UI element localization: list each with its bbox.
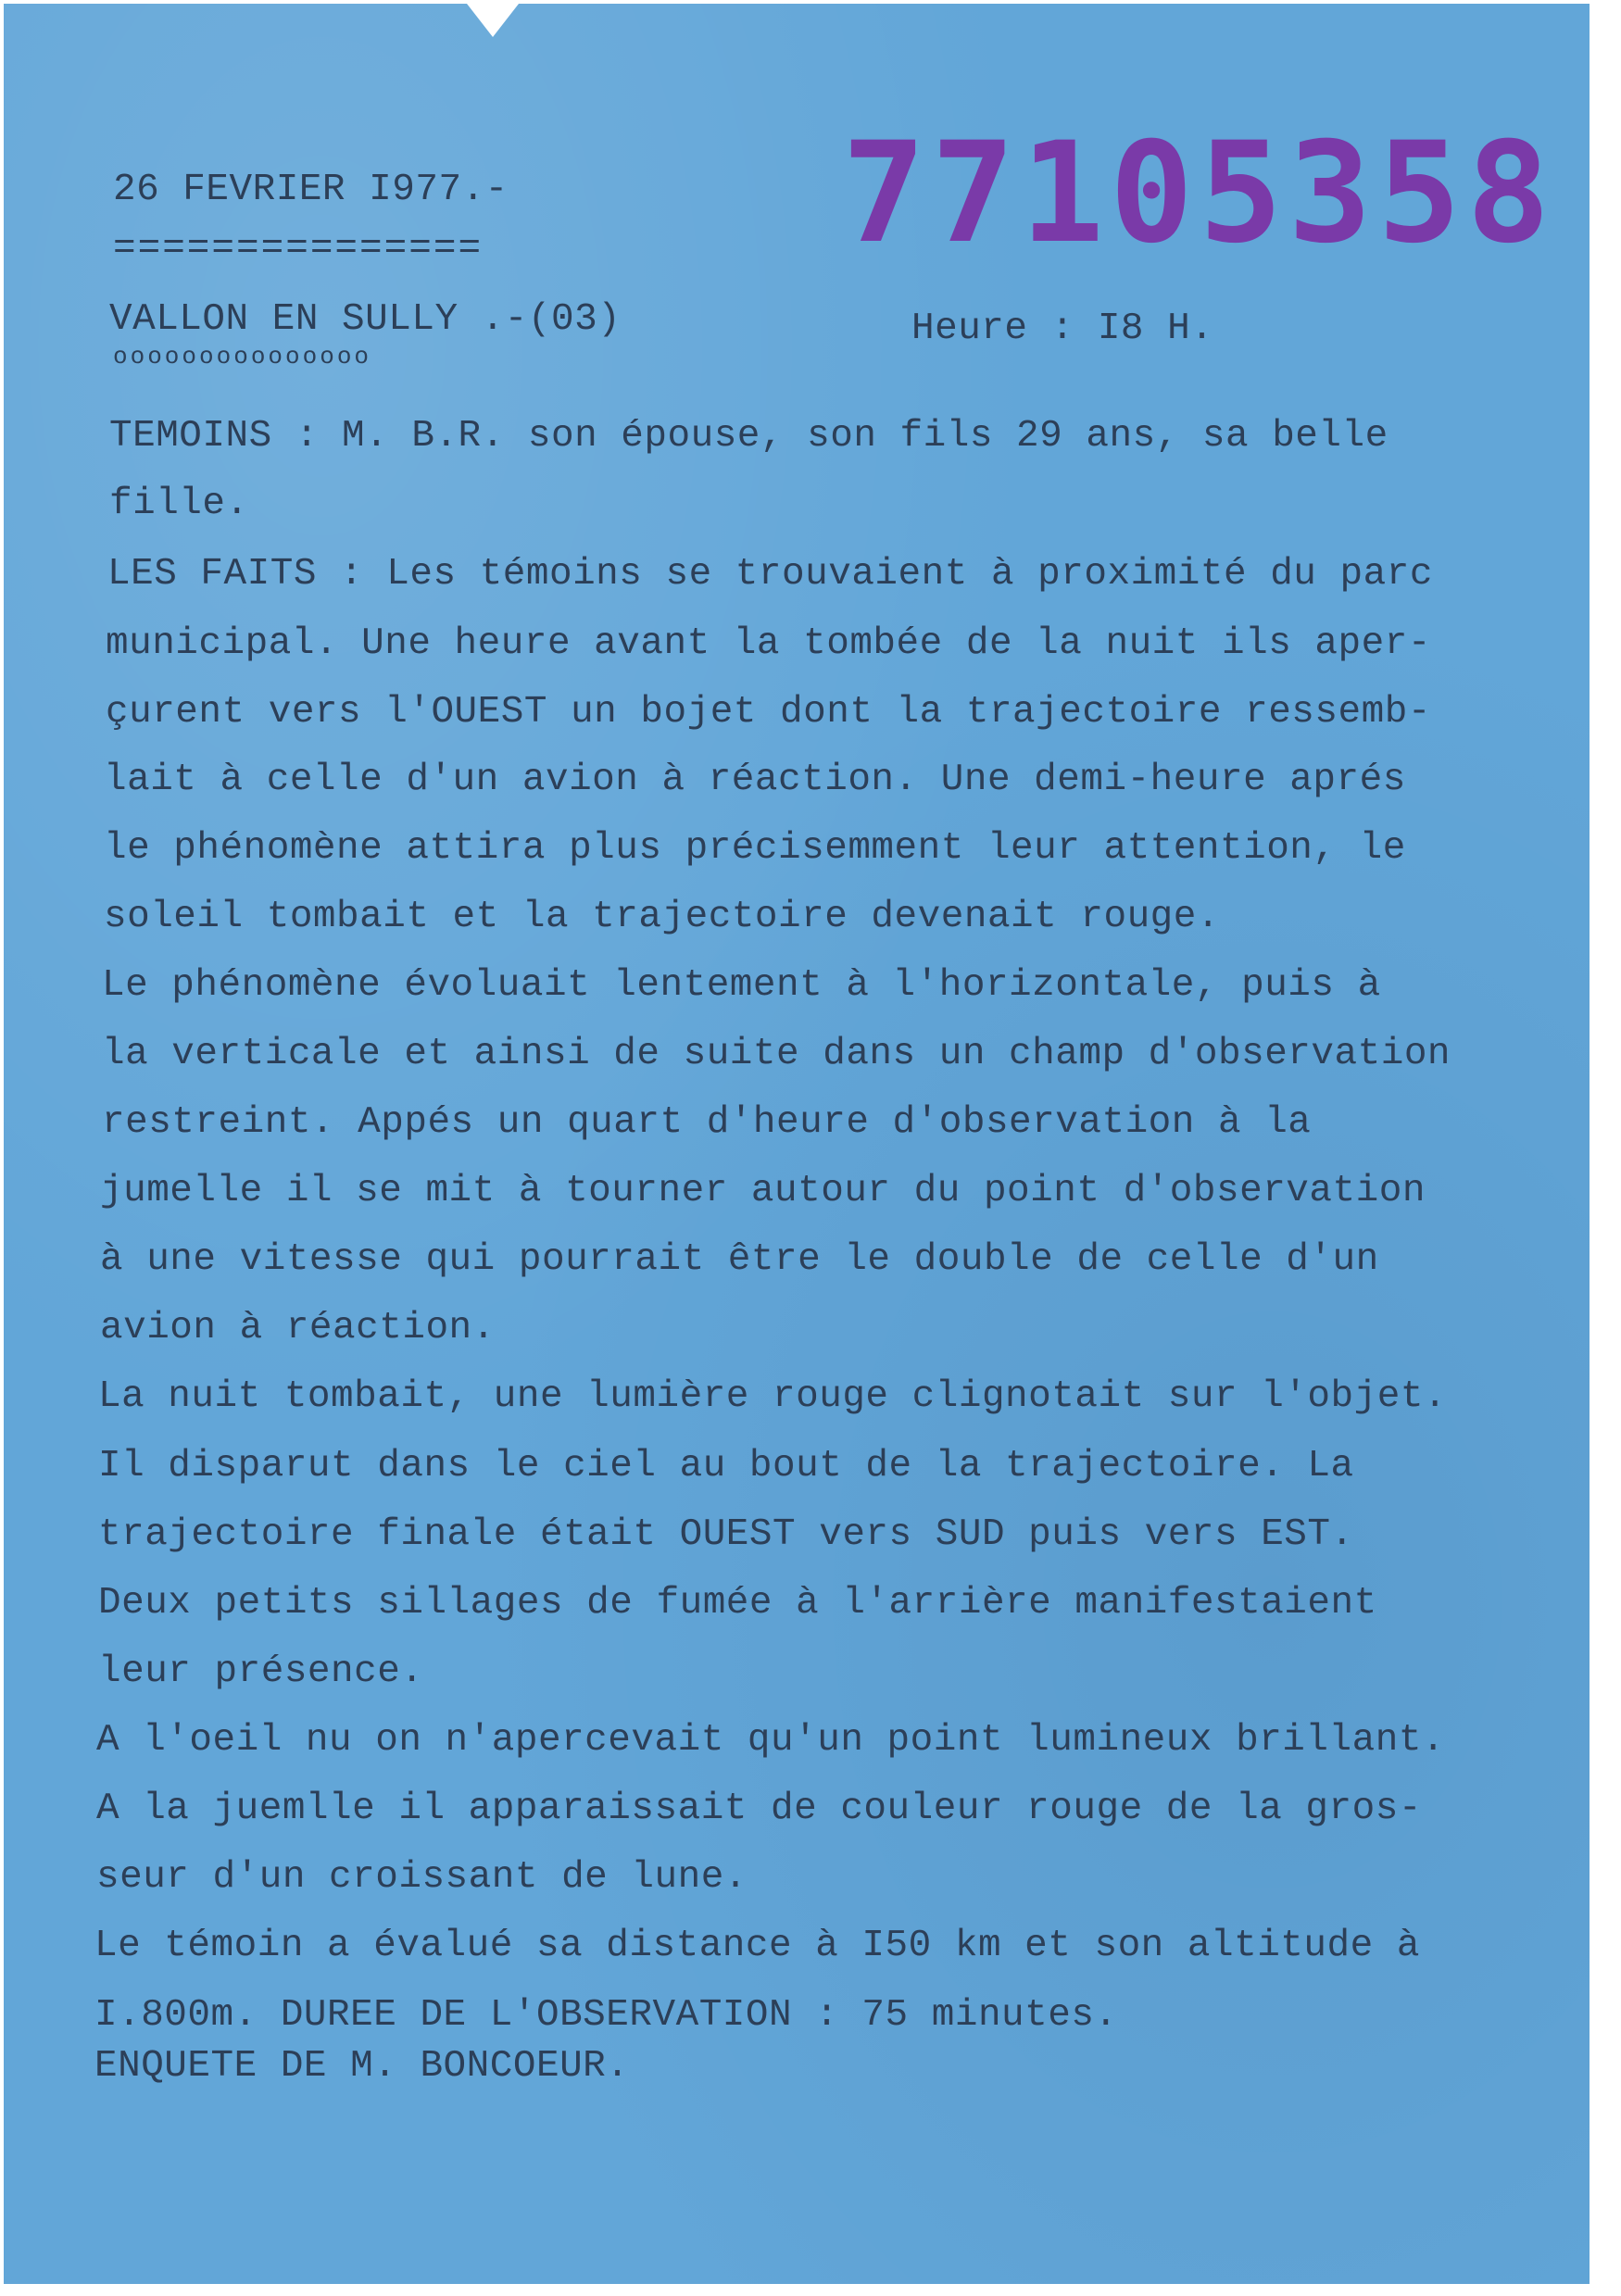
body-line: LES FAITS : Les témoins se trouvaient à proximité du parc (107, 553, 1433, 596)
body-line: ENQUETE DE M. BONCOEUR. (94, 2045, 630, 2088)
date-underline: =============== (113, 228, 484, 270)
observation-hour: Heure : I8 H. (911, 307, 1214, 350)
location-underline: ooooooooooooooo (113, 343, 372, 370)
body-line: Le phénomène évoluait lentement à l'horizontale, puis à (102, 964, 1381, 1007)
document-sheet (4, 4, 1590, 2284)
body-line: le phénomène attira plus précisemment leur attention, le (104, 827, 1406, 870)
body-line: Deux petits sillages de fumée à l'arrière manifestaient (98, 1582, 1377, 1625)
body-line: Il disparut dans le ciel au bout de la trajectoire. La (98, 1445, 1354, 1487)
body-line: avion à réaction. (100, 1307, 496, 1349)
body-line: A l'oeil nu on n'apercevait qu'un point lumineux brillant. (96, 1719, 1446, 1762)
body-line: fille. (109, 483, 249, 525)
body-line: çurent vers l'OUEST un bojet dont la trajectoire ressemb- (106, 691, 1431, 734)
body-line: à une vitesse qui pourrait être le double de celle d'un (100, 1238, 1379, 1281)
body-line: jumelle il se mit à tourner autour du point d'observation (100, 1170, 1426, 1212)
location: VALLON EN SULLY .-(03) (109, 298, 622, 341)
body-line: I.800m. DUREE DE L'OBSERVATION : 75 minutes. (94, 1994, 1118, 2037)
body-line: municipal. Une heure avant la tombée de la nuit ils aper- (106, 622, 1431, 665)
body-line: A la juemlle il apparaissait de couleur rouge de la gros- (96, 1788, 1422, 1830)
body-line: seur d'un croissant de lune. (96, 1856, 748, 1899)
document-date: 26 FEVRIER I977.- (113, 169, 509, 211)
body-line: restreint. Appés un quart d'heure d'observation à la (102, 1101, 1312, 1144)
body-line: soleil tombait et la trajectoire devenait rouge. (104, 896, 1220, 938)
body-line: la verticale et ainsi de suite dans un champ d'observation (102, 1033, 1451, 1075)
body-line: leur présence. (98, 1650, 424, 1693)
body-line: trajectoire finale était OUEST vers SUD puis vers EST. (98, 1513, 1354, 1556)
body-line: lait à celle d'un avion à réaction. Une demi-heure aprés (104, 759, 1406, 801)
body-line: TEMOINS : M. B.R. son épouse, son fils 29 ans, sa belle (109, 415, 1389, 458)
body-line: La nuit tombait, une lumière rouge clignotait sur l'objet. (98, 1375, 1448, 1418)
case-number-stamp: 77105358 (842, 113, 1556, 274)
body-line: Le témoin a évalué sa distance à I50 km et son altitude à (94, 1925, 1420, 1967)
paper-notch (467, 4, 519, 37)
